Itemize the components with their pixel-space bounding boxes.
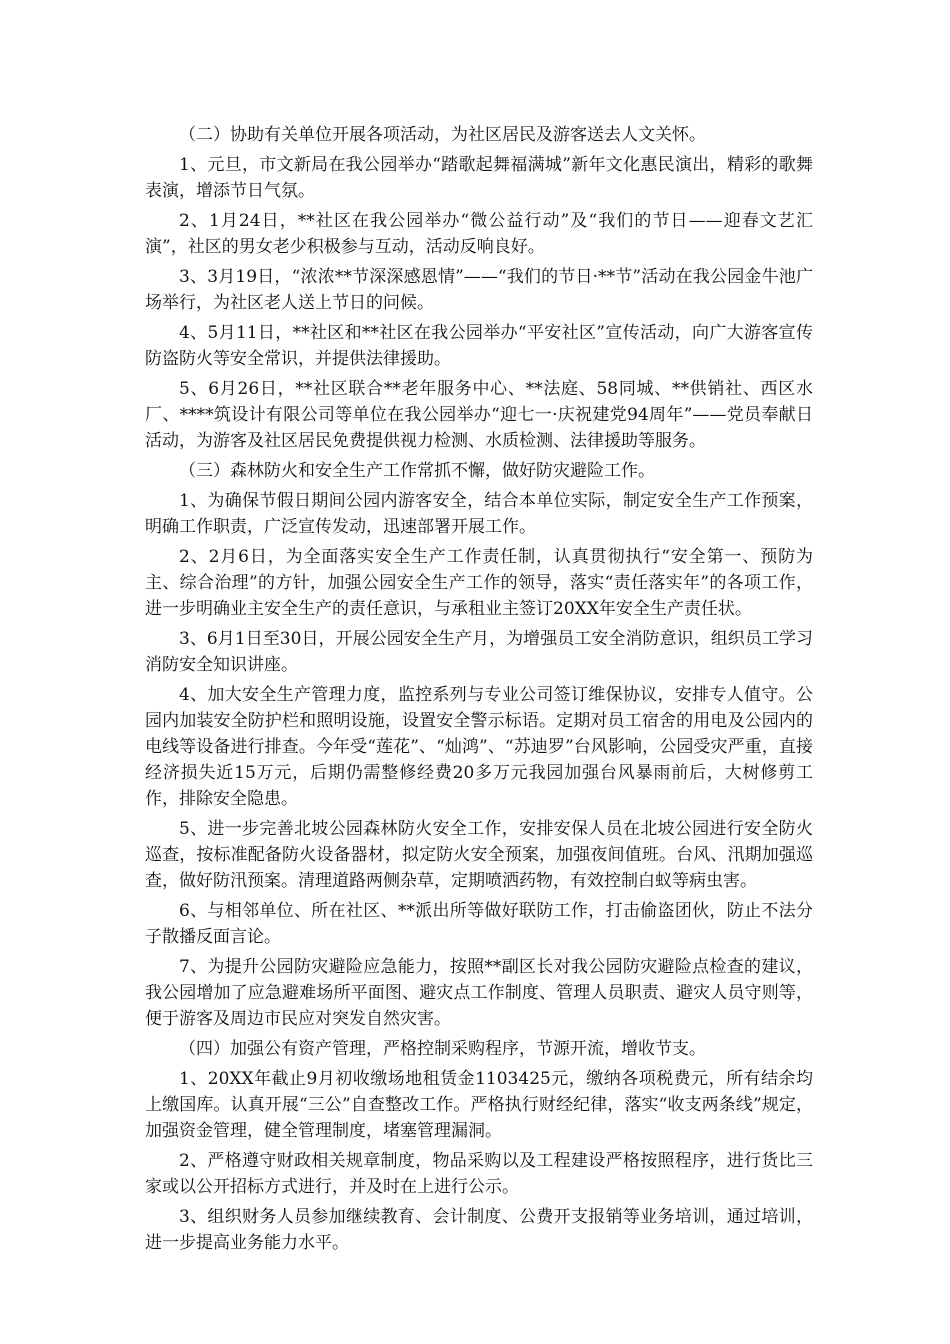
paragraph-item: 5、6月26日，**社区联合**老年服务中心、**法庭、58同城、**供销社、西区水厂、****筑设计有限公司等单位在我公园举办“迎七一·庆祝建党94周年”——党员奉献日活动，为游客及社区居民免费提供视力检测、水质检测、法律援助等服务。 <box>145 379 813 451</box>
paragraph-item: 7、为提升公园防灾避险应急能力，按照**副区长对我公园防灾避险点检查的建议，我公园增加了应急避难场所平面图、避灾点工作制度、管理人员职责、避灾人员守则等，便于游客及周边市民应对突发自然灾害。 <box>145 957 813 1029</box>
section-heading-3: （三）森林防火和安全生产工作常抓不懈，做好防灾避险工作。 <box>179 461 655 481</box>
paragraph-item: 2、严格遵守财政相关规章制度，物品采购以及工程建设严格按照程序，进行货比三家或以公开招标方式进行，并及时在上进行公示。 <box>145 1151 813 1197</box>
paragraph-item: 1、为确保节假日期间公园内游客安全，结合本单位实际，制定安全生产工作预案，明确工作职责，广泛宣传发动，迅速部署开展工作。 <box>145 491 813 537</box>
paragraph-item: 5、进一步完善北坡公园森林防火安全工作，安排安保人员在北坡公园进行安全防火巡查，按标准配备防火设备器材，拟定防火安全预案，加强夜间值班。台风、汛期加强巡查，做好防汛预案。清理道路两侧杂草，定期喷洒药物，有效控制白蚁等病虫害。 <box>145 819 813 891</box>
document-body <box>145 122 813 1260</box>
paragraph-item: 3、3月19日，“浓浓**节深深感恩情”——“我们的节日·**节”活动在我公园金牛池广场举行，为社区老人送上节日的问候。 <box>145 267 813 313</box>
paragraph-item: 2、2月6日，为全面落实安全生产工作责任制，认真贯彻执行“安全第一、预防为主、综合治理”的方针，加强公园安全生产工作的领导，落实“责任落实年”的各项工作，进一步明确业主安全生产的责任意识，与承租业主签订20XX年安全生产责任状。 <box>145 547 813 619</box>
section-heading-4: （四）加强公有资产管理，严格控制采购程序，节源开流，增收节支。 <box>179 1039 706 1059</box>
paragraph-item: 1、元旦，市文新局在我公园举办“踏歌起舞福满城”新年文化惠民演出，精彩的歌舞表演，增添节日气氛。 <box>145 155 813 201</box>
paragraph-item: 4、5月11日，**社区和**社区在我公园举办“平安社区”宣传活动，向广大游客宣传防盗防火等安全常识，并提供法律援助。 <box>145 323 813 369</box>
paragraph-item: 1、20XX年截止9月初收缴场地租赁金1103425元，缴纳各项税费元，所有结余均上缴国库。认真开展“三公”自查整改工作。严格执行财经纪律，落实“收支两条线”规定，加强资金管理，健全管理制度，堵塞管理漏洞。 <box>145 1069 813 1141</box>
section-heading-2: （二）协助有关单位开展各项活动，为社区居民及游客送去人文关怀。 <box>179 125 706 145</box>
paragraph-item: 2、1月24日，**社区在我公园举办“微公益行动”及“我们的节日——迎春文艺汇演”，社区的男女老少积极参与互动，活动反响良好。 <box>145 211 813 257</box>
paragraph-item: 3、组织财务人员参加继续教育、会计制度、公费开支报销等业务培训，通过培训，进一步提高业务能力水平。 <box>145 1207 813 1253</box>
paragraph-item: 4、加大安全生产管理力度，监控系列与专业公司签订维保协议，安排专人值守。公园内加装安全防护栏和照明设施，设置安全警示标语。定期对员工宿舍的用电及公园内的电线等设备进行排查。今年受“莲花”、“灿鸿”、“苏迪罗”台风影响，公园受灾严重，直接经济损失近15万元，后期仍需整修经费20多万元我园加强台风暴雨前后，大树修剪工作，排除安全隐患。 <box>145 685 813 809</box>
paragraph-item: 3、6月1日至30日，开展公园安全生产月，为增强员工安全消防意识，组织员工学习消防安全知识讲座。 <box>145 629 813 675</box>
paragraph-item: 6、与相邻单位、所在社区、**派出所等做好联防工作，打击偷盗团伙，防止不法分子散播反面言论。 <box>145 901 813 947</box>
